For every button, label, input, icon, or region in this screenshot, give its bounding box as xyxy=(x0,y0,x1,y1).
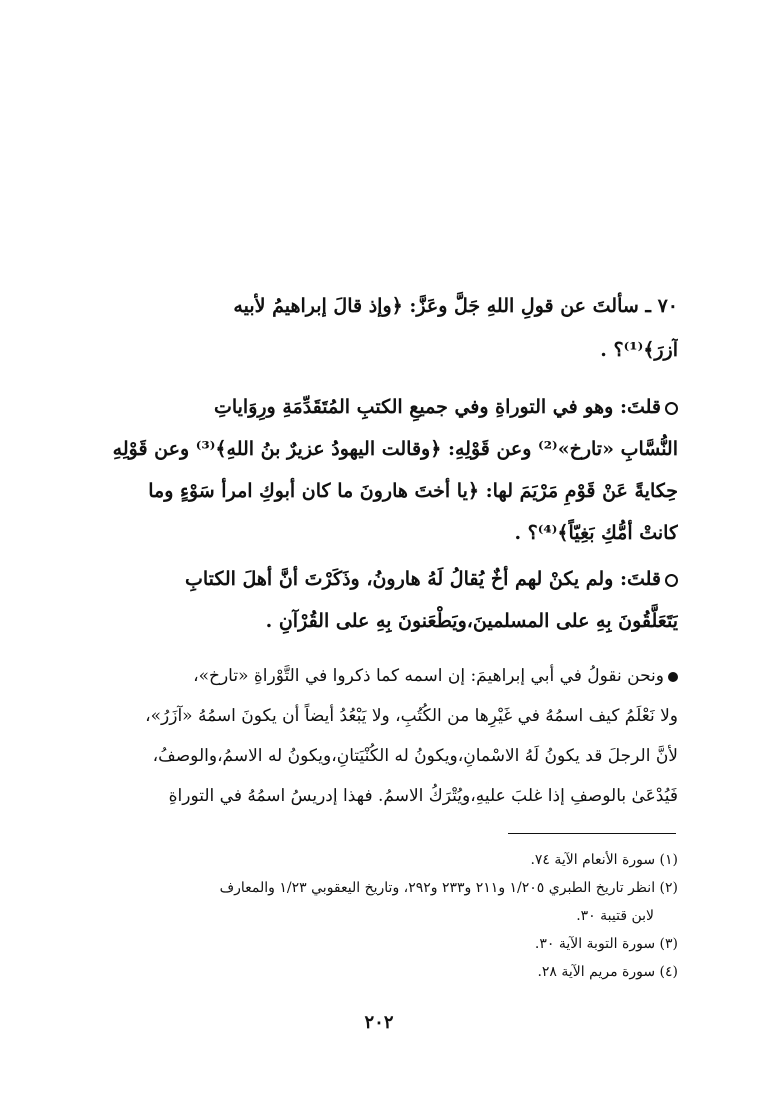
footnote-3: (٣) سورة التوبة الآية ٣٠. xyxy=(534,936,678,952)
answer-paragraph-1 xyxy=(94,386,678,554)
body-line: فَيُدْعَىٰ بالوصفِ إذا غلبَ عليهِ،ويُتْرَكُ الاسمُ. فهذا إدريسُ اسمُهُ في التوراةِ xyxy=(168,786,678,806)
dot-bullet-icon xyxy=(668,672,678,682)
answer-line xyxy=(94,558,678,600)
body-line xyxy=(94,656,678,696)
footnotes xyxy=(94,846,678,986)
question-line: آزرَ﴾⁽¹⁾؟ . xyxy=(600,339,678,361)
question-line: ٧٠ ـ سألتَ عن قولِ اللهِ جَلَّ وعَزَّ: ﴿وإذ قالَ إبراهيمُ لأبيه xyxy=(233,295,678,317)
answer-line: النُّسَّابِ «تارخ»⁽²⁾ وعن قَوْلِهِ: ﴿وقالت اليهودُ عزيرٌ بنُ اللهِ﴾⁽³⁾ وعن قَوْلِهِ xyxy=(112,438,678,460)
footnote-2-continuation: لابن قتيبة ٣٠. xyxy=(576,908,654,924)
answer-line-text: قلتَ: وهو في التوراةِ وفي جميعِ الكتبِ المُتَقَدِّمَةِ ورِوَاياتِ xyxy=(213,396,661,418)
body-line: لأنَّ الرجلَ قد يكونُ لَهُ الاسْمانِ،ويكونُ له الكُنْيَتانِ،ويكونُ له الاسمُ،والوصفُ، xyxy=(152,746,678,766)
footnote-1: (١) سورة الأنعام الآية ٧٤. xyxy=(530,852,678,868)
footnote-4: (٤) سورة مريم الآية ٢٨. xyxy=(537,964,678,980)
question-paragraph xyxy=(94,284,678,372)
ring-bullet-icon xyxy=(665,402,678,415)
footnote-divider xyxy=(508,833,676,834)
body-line: ولا نَعْلَمُ كيف اسمُهُ في غَيْرِها من الكُتُبِ، ولا يَبْعُدُ أيضاً أن يكونَ اسمُهُ «آزَرُ»، xyxy=(145,706,678,726)
body-paragraph xyxy=(94,656,678,816)
body-line-text: ونحن نقولُ في أبي إبراهيمَ: إن اسمه كما ذكروا في التَّوْراةِ «تارخ»، xyxy=(193,666,664,686)
answer-paragraph-2 xyxy=(94,558,678,642)
ring-bullet-icon xyxy=(665,574,678,587)
page-number: ٢٠٢ xyxy=(364,1012,394,1033)
answer-line-text: قلتَ: ولم يكنْ لهم أخٌ يُقالُ لَهُ هارونُ، وذَكَرْتَ أنَّ أهلَ الكتابِ xyxy=(184,568,661,590)
answer-line: كانتْ أمُّكِ بَغِيّاً﴾⁽⁴⁾؟ . xyxy=(514,522,678,544)
answer-line xyxy=(94,386,678,428)
answer-line: حِكايةً عَنْ قَوْمِ مَرْيَمَ لها: ﴿يا أختَ هارونَ ما كان أبوكِ امرأ سَوْءٍ وما xyxy=(148,480,678,502)
footnote-2: (٢) انظر تاريخ الطبري ١/٢٠٥ و٢١١ و٢٣٣ و٢٩٢، وتاريخ اليعقوبي ١/٢٣ والمعارف xyxy=(219,880,678,896)
answer-line: يَتَعَلَّقُونَ بِهِ على المسلمينَ،ويَطْعَنونَ بِهِ على القُرْآنِ . xyxy=(265,610,678,632)
